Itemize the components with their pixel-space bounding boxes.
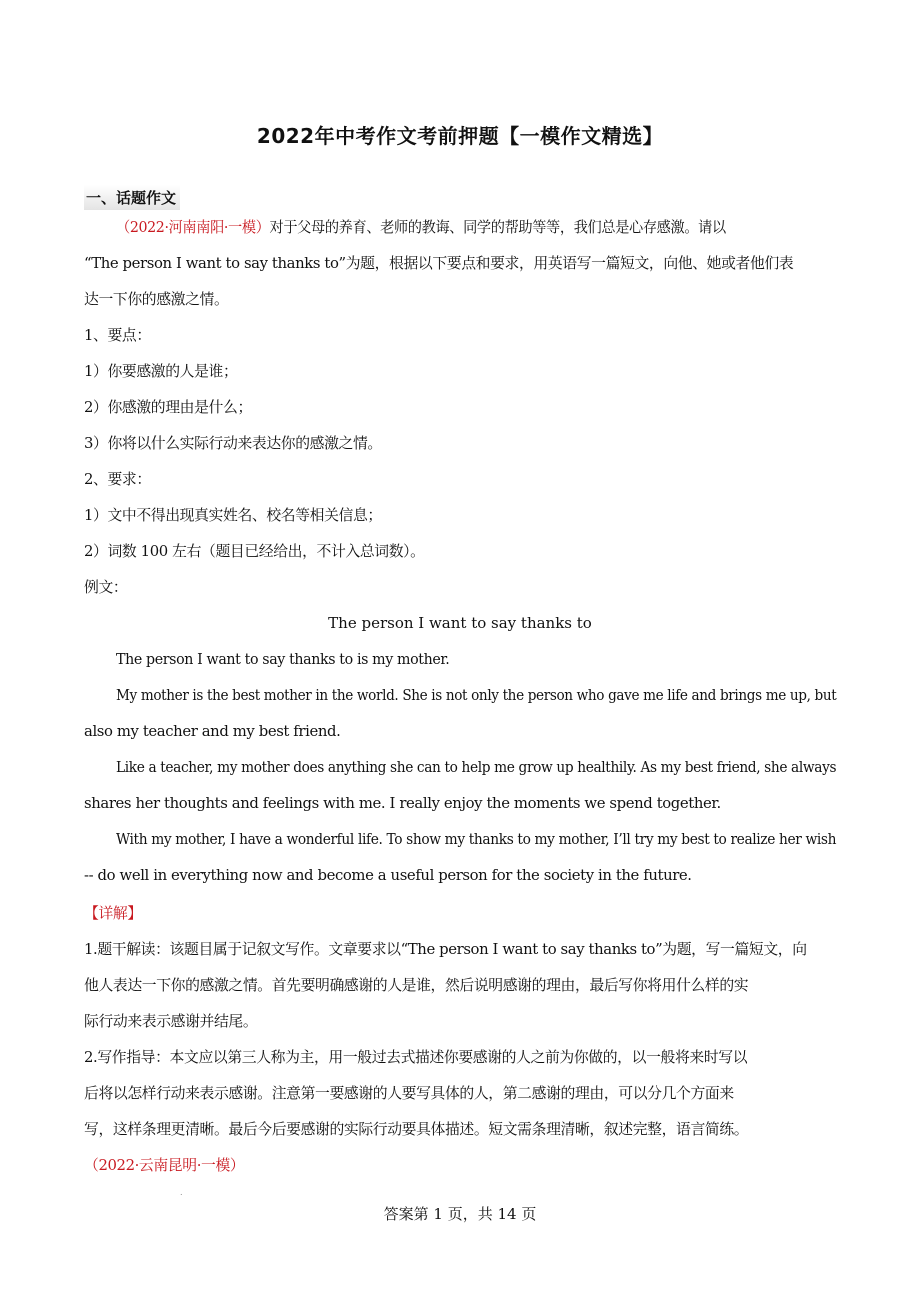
analysis-1-line-2: 他人表达一下你的感激之情。首先要明确感谢的人是谁，然后说明感谢的理由，最后写你将用什么样的实: [84, 976, 749, 994]
page-title: 2022年中考作文考前押题【一模作文精选】: [256, 124, 664, 148]
detail-label: 【详解】: [84, 904, 142, 922]
prompt-line-3: 达一下你的感激之情。: [84, 290, 229, 308]
requirement-1-item-b: 2）你感激的理由是什么；: [84, 398, 252, 416]
prompt-line-1: [116, 216, 836, 237]
example-label: 例文：: [84, 578, 128, 596]
section-heading: 一、话题作文: [84, 185, 180, 210]
essay-paragraph-3-line-1: Like a teacher, my mother does anything she can to help me grow up healthily. As my best friend, she always: [116, 758, 837, 776]
requirement-1-title: 1、要点：: [84, 326, 151, 344]
stray-mark: .: [180, 1188, 183, 1197]
analysis-2-line-1: 2.写作指导：本文应以第三人称为主，用一般过去式描述你要感谢的人之前为你做的，以一般将来时写以: [84, 1048, 748, 1066]
page-footer: 答案第 1 页，共 14 页: [383, 1205, 537, 1223]
analysis-2-line-2: 后将以怎样行动来表示感谢。注意第一要感谢的人要写具体的人，第二感谢的理由，可以分几个方面来: [84, 1084, 734, 1102]
requirement-2-item-b: 2）词数 100 左右（题目已经给出，不计入总词数）。: [84, 542, 425, 560]
essay-paragraph-4-line-2: -- do well in everything now and become a useful person for the society in the future.: [84, 866, 692, 884]
prompt-line-2: “The person I want to say thanks to”为题，根据以下要点和要求，用英语写一篇短文，向他、她或者他们表: [84, 254, 794, 272]
requirement-1-item-c: 3）你将以什么实际行动来表达你的感激之情。: [84, 434, 382, 452]
prompt-text-1: 对于父母的养育、老师的教诲、同学的帮助等等，我们总是心存感激。请以: [269, 218, 726, 236]
essay-paragraph-3-line-2: shares her thoughts and feelings with me. I really enjoy the moments we spend together.: [84, 794, 721, 812]
source-tag-1: （2022·河南南阳·一模）: [116, 218, 270, 236]
requirement-2-title: 2、要求：: [84, 470, 151, 488]
analysis-1-line-1: 1.题干解读：该题目属于记叙文写作。文章要求以“The person I want to say thanks to”为题，写一篇短文，向: [84, 940, 807, 958]
analysis-2-line-3: 写，这样条理更清晰。最后今后要感谢的实际行动要具体描述。短文需条理清晰，叙述完整，语言简练。: [84, 1120, 749, 1138]
essay-paragraph-1: The person I want to say thanks to is my mother.: [116, 650, 450, 668]
requirement-1-item-a: 1）你要感激的人是谁；: [84, 362, 238, 380]
essay-title: The person I want to say thanks to: [328, 614, 592, 632]
essay-paragraph-2-line-2: also my teacher and my best friend.: [84, 722, 341, 740]
requirement-2-item-a: 1）文中不得出现真实姓名、校名等相关信息；: [84, 506, 382, 524]
source-tag-2: （2022·云南昆明·一模）: [84, 1156, 245, 1174]
essay-paragraph-2-line-1: My mother is the best mother in the world. She is not only the person who gave me life and brings me up, but: [116, 686, 837, 704]
analysis-1-line-3: 际行动来表示感谢并结尾。: [84, 1012, 258, 1030]
essay-paragraph-4-line-1: With my mother, I have a wonderful life. To show my thanks to my mother, I’ll try my best to realize her wish: [116, 830, 837, 848]
